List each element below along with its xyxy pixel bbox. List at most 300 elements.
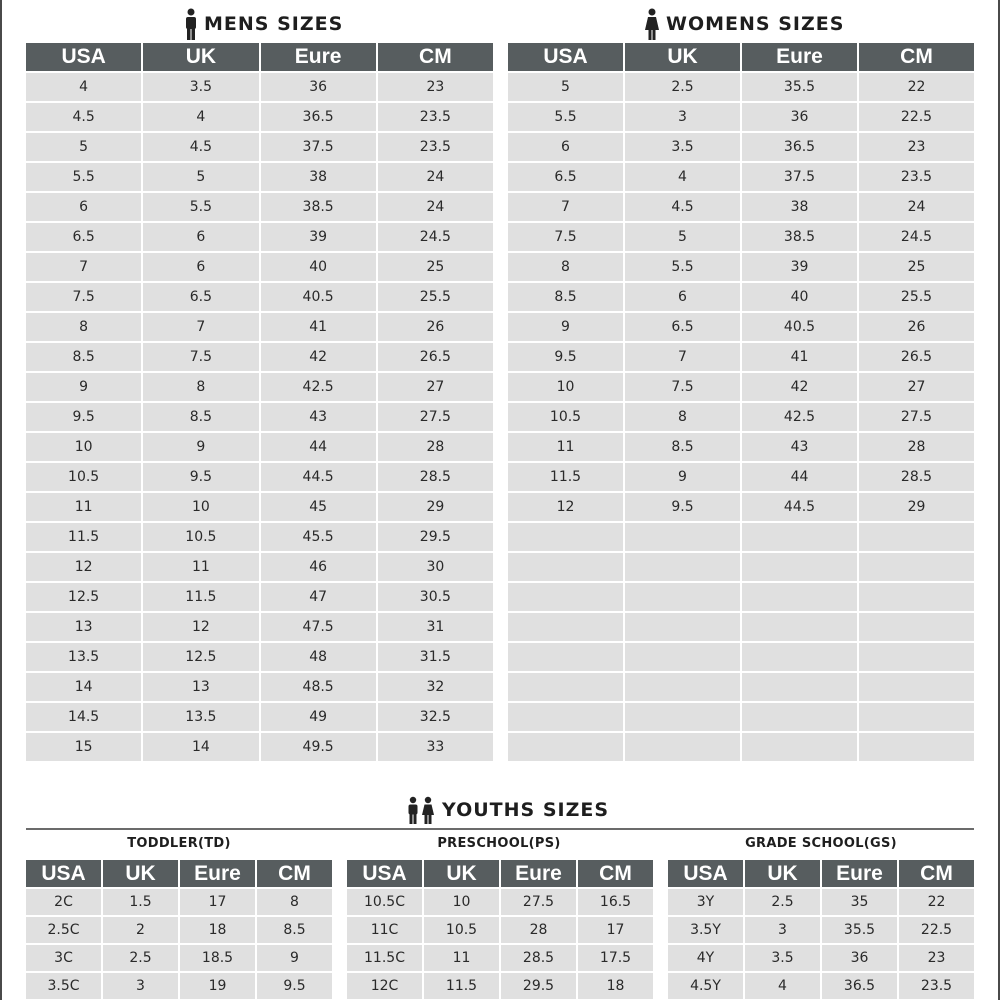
table-row — [508, 493, 974, 521]
table-row — [508, 103, 974, 131]
table-cell: 9 — [508, 313, 623, 341]
table-row — [508, 703, 974, 731]
table-cell: 2 — [103, 917, 178, 943]
table-cell: 5.5 — [625, 253, 740, 281]
table-cell — [859, 523, 974, 551]
table-cell: 19 — [180, 973, 255, 999]
table-cell: 44 — [742, 463, 857, 491]
table-cell: 14.5 — [26, 703, 141, 731]
table-cell: 41 — [261, 313, 376, 341]
table-cell: 2.5C — [26, 917, 101, 943]
table-row — [26, 433, 493, 461]
table-cell: 8 — [508, 253, 623, 281]
table-row — [26, 193, 493, 221]
table-cell: 36.5 — [822, 973, 897, 999]
table-cell: 32 — [378, 673, 493, 701]
table-cell: 5 — [143, 163, 258, 191]
table-cell: 3.5 — [625, 133, 740, 161]
table-cell — [508, 673, 623, 701]
table-cell: 4.5 — [26, 103, 141, 131]
table-cell: 4 — [26, 73, 141, 101]
table-cell: 22 — [899, 889, 974, 915]
mens-header-row — [26, 43, 493, 71]
table-row — [347, 945, 653, 971]
table-row — [508, 463, 974, 491]
toddler-header-uk: UK — [103, 860, 178, 887]
toddler-header-cm: CM — [257, 860, 332, 887]
table-cell: 3 — [625, 103, 740, 131]
table-row — [26, 917, 332, 943]
table-row — [347, 889, 653, 915]
table-cell: 10.5C — [347, 889, 422, 915]
table-row — [508, 403, 974, 431]
table-cell: 13.5 — [26, 643, 141, 671]
table-row — [26, 103, 493, 131]
table-cell: 42 — [261, 343, 376, 371]
table-cell: 7 — [625, 343, 740, 371]
table-cell: 10.5 — [143, 523, 258, 551]
table-cell — [859, 703, 974, 731]
preschool-size-table — [345, 858, 655, 1001]
table-cell: 9 — [625, 463, 740, 491]
table-cell: 44 — [261, 433, 376, 461]
table-cell: 16.5 — [578, 889, 653, 915]
table-cell: 39 — [742, 253, 857, 281]
table-cell: 26.5 — [859, 343, 974, 371]
table-row — [508, 523, 974, 551]
table-cell: 22.5 — [859, 103, 974, 131]
table-cell: 6 — [625, 283, 740, 311]
table-cell: 10.5 — [508, 403, 623, 431]
table-cell: 23.5 — [899, 973, 974, 999]
table-row — [508, 223, 974, 251]
table-cell: 25.5 — [859, 283, 974, 311]
gradeschool-size-table — [666, 858, 976, 1001]
table-cell — [625, 703, 740, 731]
table-cell: 11.5 — [508, 463, 623, 491]
table-cell: 11.5 — [424, 973, 499, 999]
table-cell: 26 — [378, 313, 493, 341]
table-cell — [859, 613, 974, 641]
table-cell: 10 — [143, 493, 258, 521]
table-cell: 23 — [859, 133, 974, 161]
table-row — [26, 343, 493, 371]
table-cell: 37.5 — [261, 133, 376, 161]
table-cell: 36.5 — [261, 103, 376, 131]
table-cell: 25 — [378, 253, 493, 281]
table-cell: 18 — [180, 917, 255, 943]
table-cell — [859, 643, 974, 671]
table-cell: 9.5 — [508, 343, 623, 371]
table-cell: 24 — [859, 193, 974, 221]
table-cell: 38 — [261, 163, 376, 191]
table-cell: 8.5 — [143, 403, 258, 431]
gradeschool-header-eure: Eure — [822, 860, 897, 887]
table-cell: 45.5 — [261, 523, 376, 551]
table-cell: 11.5C — [347, 945, 422, 971]
table-row — [508, 433, 974, 461]
table-row — [26, 889, 332, 915]
table-cell: 14 — [143, 733, 258, 761]
preschool-title: PRESCHOOL(PS) — [437, 836, 561, 851]
page-border-left — [0, 0, 2, 1000]
table-cell: 28.5 — [501, 945, 576, 971]
table-cell: 39 — [261, 223, 376, 251]
table-cell: 6.5 — [26, 223, 141, 251]
gradeschool-header-row — [668, 860, 974, 887]
table-cell: 29 — [859, 493, 974, 521]
table-cell: 30.5 — [378, 583, 493, 611]
table-cell: 28 — [859, 433, 974, 461]
table-row — [508, 373, 974, 401]
table-cell: 6 — [508, 133, 623, 161]
table-cell: 33 — [378, 733, 493, 761]
table-cell: 5.5 — [508, 103, 623, 131]
table-cell: 24.5 — [859, 223, 974, 251]
table-cell: 2.5 — [103, 945, 178, 971]
table-cell: 12C — [347, 973, 422, 999]
table-cell: 38 — [742, 193, 857, 221]
table-cell: 7 — [508, 193, 623, 221]
table-row — [508, 313, 974, 341]
table-cell: 4Y — [668, 945, 743, 971]
table-cell: 3 — [103, 973, 178, 999]
preschool-header-usa: USA — [347, 860, 422, 887]
table-cell: 11.5 — [143, 583, 258, 611]
table-cell: 6 — [26, 193, 141, 221]
gradeschool-header-cm: CM — [899, 860, 974, 887]
table-cell: 40.5 — [261, 283, 376, 311]
table-cell: 12 — [26, 553, 141, 581]
womens-size-table — [506, 41, 976, 763]
table-row — [26, 733, 493, 761]
table-row — [26, 945, 332, 971]
womens-title-text: WOMENS SIZES — [666, 13, 845, 35]
table-cell: 26.5 — [378, 343, 493, 371]
table-row — [26, 973, 332, 999]
table-cell: 10 — [26, 433, 141, 461]
table-cell: 41 — [742, 343, 857, 371]
table-cell: 5.5 — [143, 193, 258, 221]
table-cell: 7.5 — [508, 223, 623, 251]
table-cell: 27.5 — [859, 403, 974, 431]
table-cell: 2.5 — [625, 73, 740, 101]
table-cell: 42.5 — [742, 403, 857, 431]
table-cell: 8 — [625, 403, 740, 431]
gradeschool-header-uk: UK — [745, 860, 820, 887]
table-cell: 23.5 — [378, 103, 493, 131]
table-cell: 44.5 — [742, 493, 857, 521]
table-cell: 5 — [26, 133, 141, 161]
table-cell: 12 — [143, 613, 258, 641]
youths-divider — [26, 828, 974, 830]
table-cell — [742, 643, 857, 671]
womens-header-uk: UK — [625, 43, 740, 71]
table-cell: 24 — [378, 193, 493, 221]
table-cell: 8.5 — [26, 343, 141, 371]
table-cell — [508, 613, 623, 641]
table-cell: 10 — [508, 373, 623, 401]
table-row — [26, 283, 493, 311]
table-cell: 8 — [257, 889, 332, 915]
table-cell: 24.5 — [378, 223, 493, 251]
table-row — [347, 973, 653, 999]
table-row — [26, 583, 493, 611]
youths-title-text: YOUTHS SIZES — [442, 799, 610, 821]
table-cell: 8.5 — [257, 917, 332, 943]
table-cell: 3Y — [668, 889, 743, 915]
table-cell: 9 — [143, 433, 258, 461]
table-cell: 27.5 — [501, 889, 576, 915]
table-cell: 35.5 — [822, 917, 897, 943]
table-row — [508, 583, 974, 611]
table-cell: 6.5 — [508, 163, 623, 191]
table-cell — [742, 733, 857, 761]
table-row — [508, 733, 974, 761]
table-row — [668, 889, 974, 915]
table-row — [26, 703, 493, 731]
table-cell: 35.5 — [742, 73, 857, 101]
table-cell: 28.5 — [378, 463, 493, 491]
table-cell: 29.5 — [501, 973, 576, 999]
table-cell: 15 — [26, 733, 141, 761]
table-cell: 11C — [347, 917, 422, 943]
table-cell: 32.5 — [378, 703, 493, 731]
table-row — [26, 253, 493, 281]
table-cell: 18.5 — [180, 945, 255, 971]
table-cell: 9.5 — [257, 973, 332, 999]
table-cell: 4.5Y — [668, 973, 743, 999]
table-cell — [742, 673, 857, 701]
table-cell — [625, 733, 740, 761]
table-cell: 9.5 — [26, 403, 141, 431]
table-cell: 38.5 — [742, 223, 857, 251]
table-cell: 48 — [261, 643, 376, 671]
preschool-header-cm: CM — [578, 860, 653, 887]
table-row — [26, 133, 493, 161]
table-row — [26, 613, 493, 641]
table-cell: 28 — [501, 917, 576, 943]
table-row — [508, 133, 974, 161]
table-row — [668, 973, 974, 999]
table-cell — [508, 703, 623, 731]
table-cell: 49.5 — [261, 733, 376, 761]
table-cell — [742, 523, 857, 551]
gradeschool-title: GRADE SCHOOL(GS) — [745, 836, 897, 851]
table-cell — [859, 583, 974, 611]
mens-sizes-title — [184, 8, 343, 40]
table-cell: 22 — [859, 73, 974, 101]
preschool-header-eure: Eure — [501, 860, 576, 887]
womens-header-eure: Eure — [742, 43, 857, 71]
table-cell: 13 — [143, 673, 258, 701]
table-cell: 13.5 — [143, 703, 258, 731]
table-cell: 35 — [822, 889, 897, 915]
table-cell: 3.5 — [745, 945, 820, 971]
table-cell: 5.5 — [26, 163, 141, 191]
table-cell: 10.5 — [26, 463, 141, 491]
table-cell: 23.5 — [859, 163, 974, 191]
table-cell: 3 — [745, 917, 820, 943]
table-cell: 28 — [378, 433, 493, 461]
preschool-header-row — [347, 860, 653, 887]
table-cell: 10 — [424, 889, 499, 915]
table-cell: 7.5 — [143, 343, 258, 371]
table-cell: 6.5 — [625, 313, 740, 341]
table-cell: 4 — [745, 973, 820, 999]
children-icon — [406, 796, 436, 824]
table-cell: 48.5 — [261, 673, 376, 701]
table-row — [508, 163, 974, 191]
table-cell: 9.5 — [143, 463, 258, 491]
table-cell: 11 — [143, 553, 258, 581]
table-cell: 11 — [508, 433, 623, 461]
mens-header-uk: UK — [143, 43, 258, 71]
table-cell: 40.5 — [742, 313, 857, 341]
mens-title-text: MENS SIZES — [204, 13, 344, 35]
table-cell — [625, 673, 740, 701]
table-cell: 2C — [26, 889, 101, 915]
table-cell: 17.5 — [578, 945, 653, 971]
table-cell: 24 — [378, 163, 493, 191]
table-cell: 1.5 — [103, 889, 178, 915]
table-cell — [742, 553, 857, 581]
table-row — [26, 373, 493, 401]
table-row — [26, 643, 493, 671]
mens-size-table — [24, 41, 495, 763]
womens-sizes-title — [644, 8, 844, 40]
table-cell: 36 — [822, 945, 897, 971]
table-cell: 26 — [859, 313, 974, 341]
table-cell — [625, 553, 740, 581]
table-row — [668, 917, 974, 943]
table-cell — [742, 583, 857, 611]
table-cell: 17 — [578, 917, 653, 943]
table-cell: 7.5 — [625, 373, 740, 401]
table-cell: 4 — [143, 103, 258, 131]
table-row — [26, 673, 493, 701]
table-cell: 4 — [625, 163, 740, 191]
table-cell: 46 — [261, 553, 376, 581]
table-cell — [859, 553, 974, 581]
table-cell — [625, 613, 740, 641]
table-row — [508, 643, 974, 671]
table-row — [508, 673, 974, 701]
table-cell: 14 — [26, 673, 141, 701]
table-cell: 11 — [424, 945, 499, 971]
table-cell: 29.5 — [378, 523, 493, 551]
table-cell: 36.5 — [742, 133, 857, 161]
table-cell — [508, 523, 623, 551]
table-cell: 43 — [742, 433, 857, 461]
table-cell — [508, 583, 623, 611]
mens-header-cm: CM — [378, 43, 493, 71]
table-row — [508, 253, 974, 281]
table-cell: 23 — [378, 73, 493, 101]
table-cell: 27.5 — [378, 403, 493, 431]
table-row — [508, 553, 974, 581]
table-cell: 11 — [26, 493, 141, 521]
womens-header-usa: USA — [508, 43, 623, 71]
table-cell: 42 — [742, 373, 857, 401]
table-cell: 12.5 — [26, 583, 141, 611]
table-row — [26, 403, 493, 431]
table-row — [26, 73, 493, 101]
table-cell: 10.5 — [424, 917, 499, 943]
table-cell — [859, 733, 974, 761]
table-cell: 5 — [625, 223, 740, 251]
table-cell: 2.5 — [745, 889, 820, 915]
table-cell: 7 — [26, 253, 141, 281]
table-cell — [742, 613, 857, 641]
table-cell: 31.5 — [378, 643, 493, 671]
table-cell: 4.5 — [143, 133, 258, 161]
table-cell: 45 — [261, 493, 376, 521]
table-cell: 30 — [378, 553, 493, 581]
table-row — [26, 163, 493, 191]
table-cell: 17 — [180, 889, 255, 915]
table-cell: 28.5 — [859, 463, 974, 491]
table-cell — [625, 523, 740, 551]
table-cell: 23 — [899, 945, 974, 971]
table-cell: 6 — [143, 253, 258, 281]
table-cell: 4.5 — [625, 193, 740, 221]
table-cell: 29 — [378, 493, 493, 521]
table-row — [668, 945, 974, 971]
table-cell: 9 — [257, 945, 332, 971]
table-cell: 36 — [742, 103, 857, 131]
table-row — [26, 463, 493, 491]
toddler-header-eure: Eure — [180, 860, 255, 887]
table-cell — [625, 583, 740, 611]
table-cell — [859, 673, 974, 701]
table-cell: 23.5 — [378, 133, 493, 161]
table-row — [508, 73, 974, 101]
table-cell: 3.5Y — [668, 917, 743, 943]
table-cell: 8 — [26, 313, 141, 341]
toddler-size-table — [24, 858, 334, 1001]
table-cell: 11.5 — [26, 523, 141, 551]
table-cell: 6.5 — [143, 283, 258, 311]
gradeschool-header-usa: USA — [668, 860, 743, 887]
table-cell: 27 — [378, 373, 493, 401]
table-cell: 3.5 — [143, 73, 258, 101]
table-cell: 27 — [859, 373, 974, 401]
table-row — [508, 343, 974, 371]
table-row — [26, 523, 493, 551]
table-cell: 3.5C — [26, 973, 101, 999]
womens-header-row — [508, 43, 974, 71]
table-row — [26, 553, 493, 581]
toddler-header-usa: USA — [26, 860, 101, 887]
table-cell: 22.5 — [899, 917, 974, 943]
table-cell: 25.5 — [378, 283, 493, 311]
mens-header-eure: Eure — [261, 43, 376, 71]
table-cell: 31 — [378, 613, 493, 641]
table-cell: 44.5 — [261, 463, 376, 491]
table-cell: 42.5 — [261, 373, 376, 401]
table-cell: 8.5 — [625, 433, 740, 461]
table-row — [508, 193, 974, 221]
table-row — [508, 283, 974, 311]
womens-header-cm: CM — [859, 43, 974, 71]
table-cell: 47.5 — [261, 613, 376, 641]
table-cell: 9.5 — [625, 493, 740, 521]
table-cell: 47 — [261, 583, 376, 611]
table-cell: 18 — [578, 973, 653, 999]
table-cell: 8 — [143, 373, 258, 401]
table-cell: 6 — [143, 223, 258, 251]
